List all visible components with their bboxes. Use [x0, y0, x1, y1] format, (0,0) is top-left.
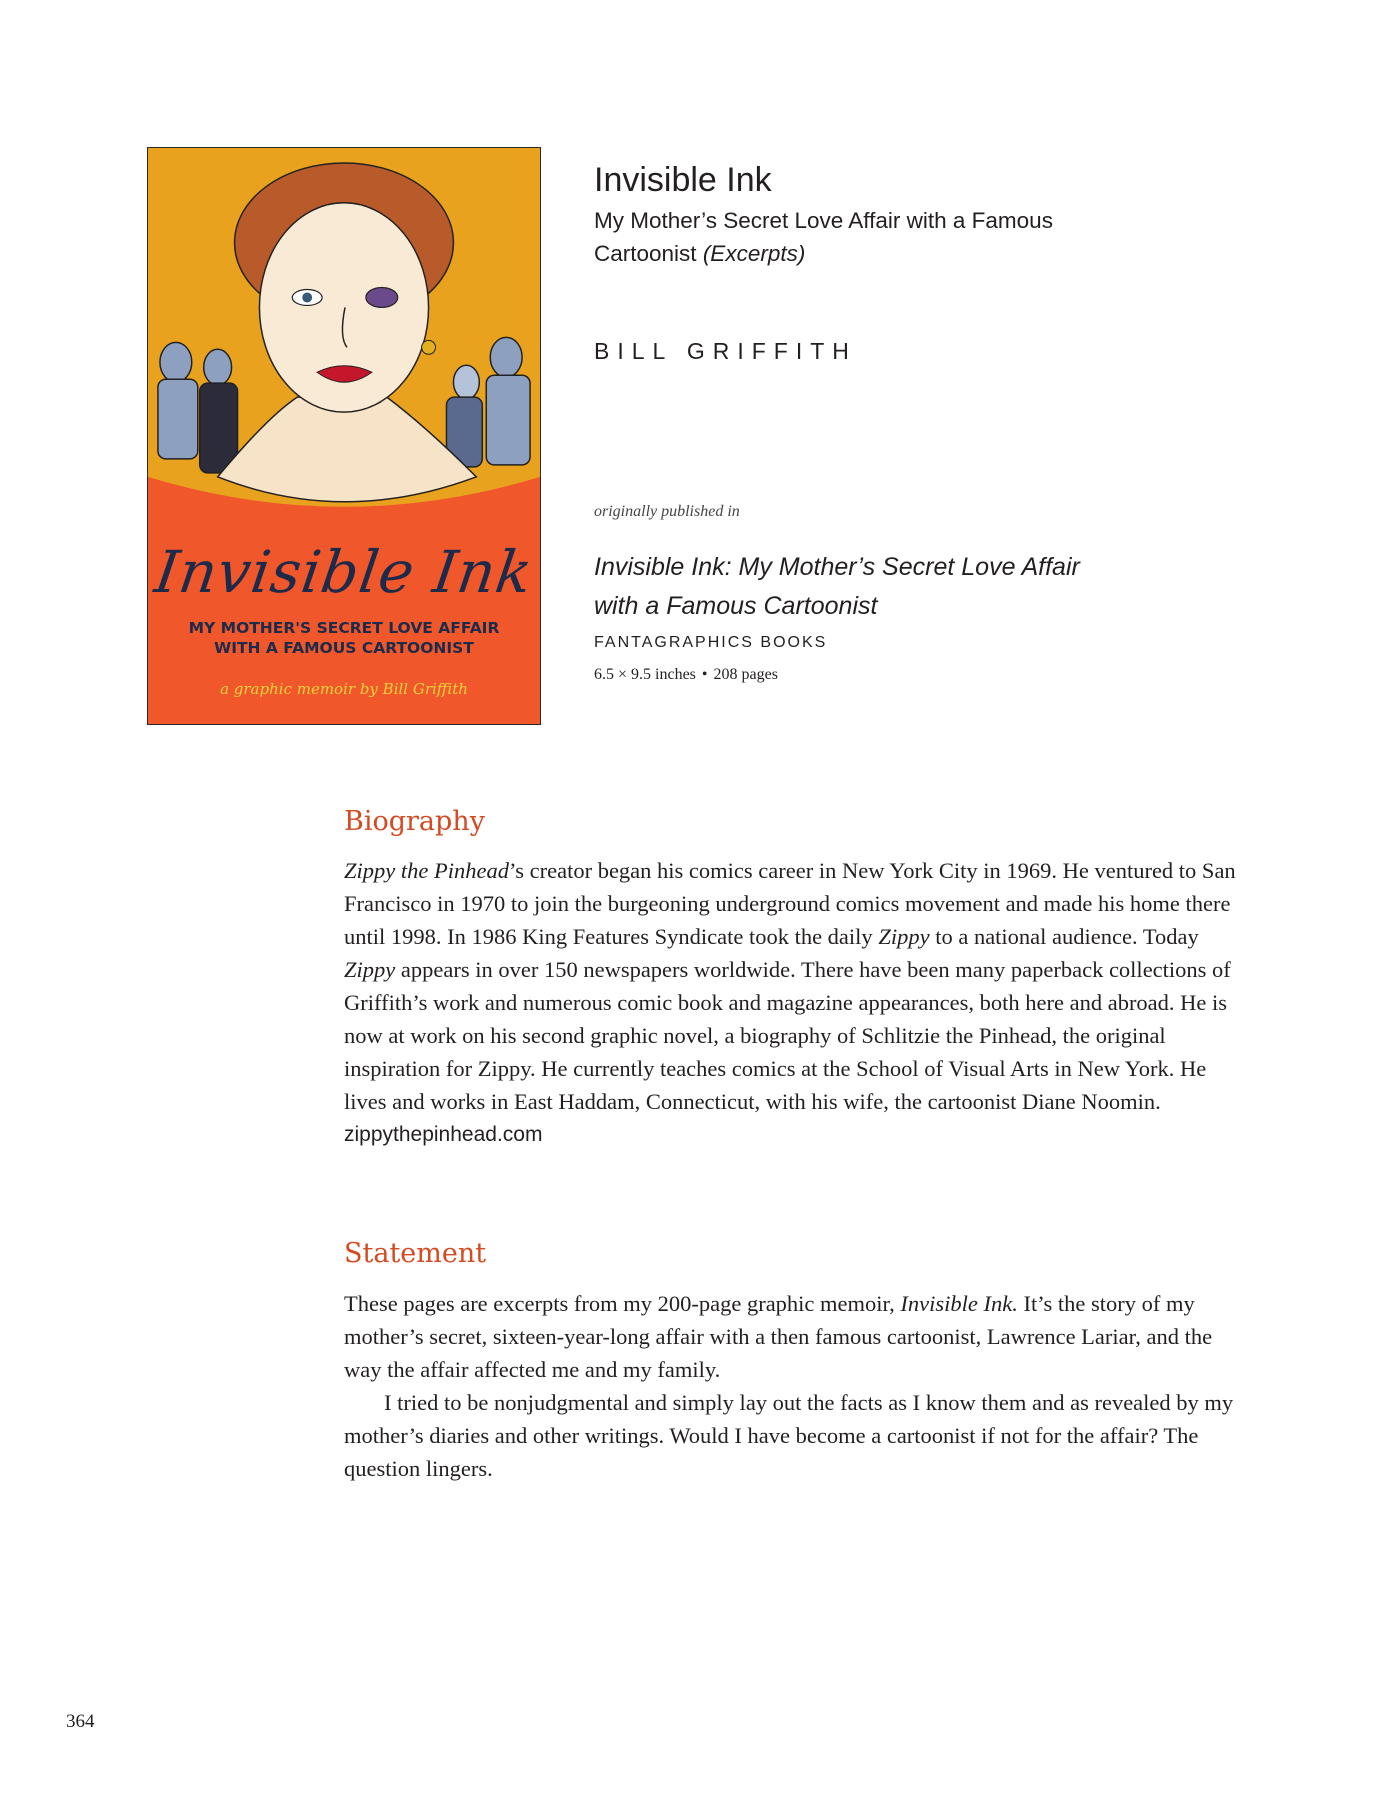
- page-number: 364: [66, 1711, 95, 1732]
- publication-title-line-2: with a Famous Cartoonist: [594, 592, 878, 620]
- subtitle-main: My Mother’s Secret Love Affair with a Famous Cartoonist: [594, 208, 1053, 266]
- statement-paragraph-1: [344, 1287, 1244, 1386]
- stmt-text-1a: These pages are excerpts from my 200-page graphic memoir,: [344, 1291, 901, 1316]
- book-specs: [594, 666, 778, 684]
- book-pages: 208 pages: [713, 666, 778, 683]
- biography-heading: Biography: [344, 806, 485, 837]
- page-subtitle: [594, 204, 1054, 270]
- stmt-text-1b: It’s the story of my mother’s secret, sixteen-year-long affair with a then famous cartoonist, Lawrence Lariar, and the way the affair affected me and my family.: [344, 1291, 1213, 1382]
- book-cover: [147, 147, 541, 725]
- bullet-separator: •: [701, 666, 708, 683]
- bio-text-1: ’s creator began his comics career in New York City in 1969. He ventured to San Francisco in 1970 to join the burgeoning underground comics movement and made his home there until 1998. In 1986 King Features Syndicate took the daily: [344, 858, 1236, 949]
- zippy-title-2: Zippy: [878, 924, 930, 949]
- cover-credit: a graphic memoir by Bill Griffith: [220, 680, 468, 698]
- originally-published-label: originally published in: [594, 503, 740, 520]
- statement-text: [344, 1287, 1244, 1485]
- publication-title-line-1: Invisible Ink: My Mother’s Secret Love Affair: [594, 553, 1080, 581]
- biography-paragraph: [344, 854, 1244, 1118]
- publisher: FANTAGRAPHICS BOOKS: [594, 634, 828, 651]
- zippy-title-1: Zippy the Pinhead: [344, 858, 509, 883]
- website-link[interactable]: zippythepinhead.com: [344, 1123, 543, 1146]
- zippy-title-3: Zippy: [344, 957, 396, 982]
- cover-title: Invisible Ink: [150, 538, 538, 606]
- stmt-book-title: Invisible Ink.: [900, 1291, 1018, 1316]
- statement-heading: Statement: [344, 1238, 487, 1269]
- author-name: BILL GRIFFITH: [594, 338, 857, 364]
- cover-subtitle: MY MOTHER'S SECRET LOVE AFFAIR WITH A FAMOUS CARTOONIST: [188, 619, 500, 657]
- subtitle-excerpts: (Excerpts): [702, 241, 806, 266]
- bio-text-3: appears in over 150 newspapers worldwide. There have been many paperback collections of Griffith’s work and numerous comic book and magazine appearances, both here and abroad. He is now at work on his second graphic novel, a biography of Schlitzie the Pinhead, the original inspiration for Zippy. He currently teaches comics at the School of Visual Arts in New York. He lives and works in East Haddam, Connecticut, with his wife, the cartoonist Diane Noomin.: [344, 957, 1231, 1114]
- page-title: Invisible Ink: [594, 161, 772, 199]
- bio-text-2: to a national audience. Today: [929, 924, 1199, 949]
- statement-paragraph-2: I tried to be nonjudgmental and simply lay out the facts as I know them and as revealed by my mother’s diaries and other writings. Would I have become a cartoonist if not for the affair? The question lingers.: [344, 1390, 1234, 1481]
- publication-title: [594, 548, 1154, 626]
- book-dimensions: 6.5 × 9.5 inches: [594, 666, 696, 683]
- biography-text: [344, 854, 1244, 1151]
